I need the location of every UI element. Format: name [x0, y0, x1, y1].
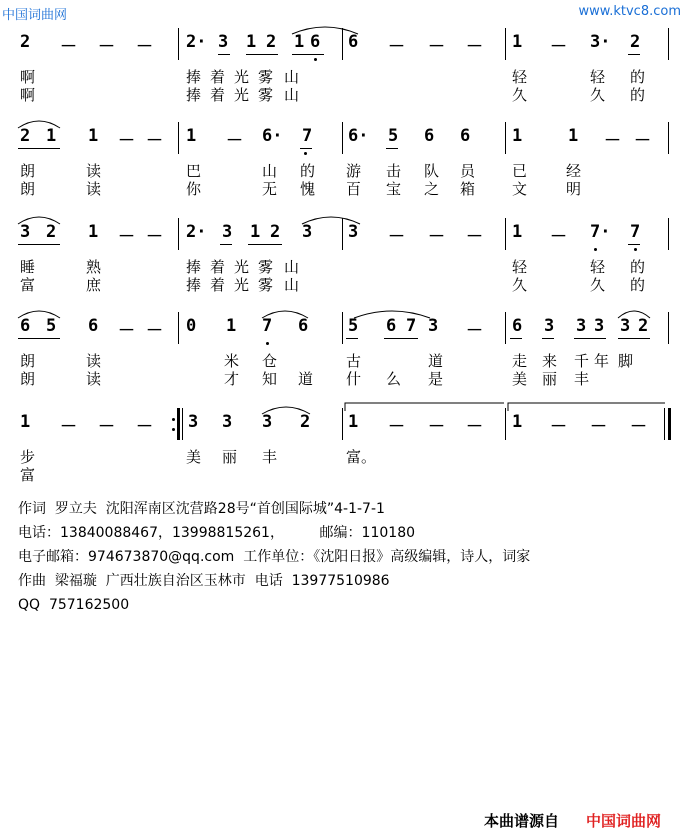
lyric: 年 [594, 352, 610, 370]
volta-bracket-1 [344, 402, 506, 412]
barline [505, 408, 506, 440]
note: － [466, 37, 483, 57]
octave-dot [266, 342, 269, 345]
lyric: 明 [566, 180, 582, 198]
lyric: 着 [210, 258, 226, 276]
lyric: 熟 [86, 258, 102, 276]
barline [505, 28, 506, 60]
lyric: 读 [86, 162, 102, 180]
lyric: 箱 [460, 180, 476, 198]
note: 3· [590, 32, 611, 52]
note: 6 [298, 316, 309, 336]
lyric: 走 [512, 352, 528, 370]
barline [505, 122, 506, 154]
lyric: 朗 [20, 162, 36, 180]
barline [182, 408, 183, 440]
lyric: 文 [512, 180, 528, 198]
note: － [60, 417, 77, 437]
lyric: 丽 [542, 370, 558, 388]
underline [18, 338, 60, 339]
note: 3 [302, 222, 313, 242]
note: － [146, 321, 163, 341]
note: 6 [310, 32, 321, 52]
note: 3 [20, 222, 31, 242]
source-site-link[interactable]: 中国词曲网 [586, 812, 662, 830]
lyric: 山 [284, 276, 300, 294]
note: 3 [348, 222, 359, 242]
credits-footer [18, 497, 530, 617]
note: 0 [186, 316, 197, 336]
note: 7 [406, 316, 417, 336]
slur [16, 212, 62, 226]
lyric: 击 [386, 162, 402, 180]
note: 1 [348, 412, 359, 432]
lyric: 久 [590, 276, 606, 294]
underline [300, 148, 312, 149]
note: 2· [186, 222, 207, 242]
note: － [388, 417, 405, 437]
lyric: 米 [224, 352, 240, 370]
lyric: 队 [424, 162, 440, 180]
lyric: 捧 [186, 86, 202, 104]
repeat-dot [172, 428, 175, 431]
lyric: 山 [284, 258, 300, 276]
qq-line: QQ 757162500 [18, 597, 130, 613]
lyric: 巴 [186, 162, 202, 180]
note: 1 [88, 126, 99, 146]
note: － [550, 227, 567, 247]
note: 3 [218, 32, 229, 52]
note: 5 [348, 316, 359, 336]
note: 3 [262, 412, 273, 432]
lyric: 读 [86, 370, 102, 388]
note: － [136, 417, 153, 437]
note: － [388, 227, 405, 247]
lyric: 才 [224, 370, 240, 388]
lyric: 睡 [20, 258, 36, 276]
repeat-barline [177, 408, 180, 440]
note: － [60, 37, 77, 57]
lyric: 美 [512, 370, 528, 388]
note: 2 [638, 316, 649, 336]
note: 3 [222, 412, 233, 432]
slur [16, 306, 62, 320]
note: 6 [88, 316, 99, 336]
note: 2 [266, 32, 277, 52]
note: － [630, 417, 647, 437]
lyric: 着 [210, 86, 226, 104]
lyric: 庶 [86, 276, 102, 294]
lyric: 已 [512, 162, 528, 180]
underline [18, 148, 60, 149]
note: 1 [250, 222, 261, 242]
barline [342, 312, 343, 344]
underline [246, 54, 278, 55]
note: － [146, 227, 163, 247]
barline [342, 408, 343, 440]
lyric: 久 [512, 86, 528, 104]
lyric: 轻 [512, 68, 528, 86]
lyric: 着 [210, 68, 226, 86]
octave-dot [314, 58, 317, 61]
note: 7 [262, 316, 273, 336]
repeat-dot [172, 418, 175, 421]
source-label: 本曲谱源自 [484, 812, 560, 830]
note: － [604, 131, 621, 151]
underline [248, 244, 282, 245]
barline [342, 28, 343, 60]
underline [628, 244, 640, 245]
lyric: 的 [630, 276, 646, 294]
volta-bracket-2 [507, 402, 667, 412]
lyric: 美 [186, 448, 202, 466]
barline [178, 312, 179, 344]
note: 6 [20, 316, 31, 336]
note: 6· [348, 126, 369, 146]
lyric: 员 [460, 162, 476, 180]
underline [384, 338, 418, 339]
watermark-left: 中国词曲网 [2, 8, 68, 23]
note: － [118, 131, 135, 151]
lyric: 捧 [186, 276, 202, 294]
note: 5 [46, 316, 57, 336]
lyric: 脚 [618, 352, 634, 370]
lyric: 道 [428, 352, 444, 370]
note: 3 [576, 316, 587, 336]
phone-line: 电话：13840088467，13998815261， 邮编：110180 [18, 525, 416, 541]
barline [342, 122, 343, 154]
barline [668, 122, 669, 154]
note: 1 [512, 412, 523, 432]
note: － [634, 131, 651, 151]
note: － [428, 417, 445, 437]
note: 3 [222, 222, 233, 242]
note: － [466, 417, 483, 437]
lyric: 无 [262, 180, 278, 198]
lyric: 光 [234, 276, 250, 294]
note: 7 [302, 126, 313, 146]
note: 1 [512, 222, 523, 242]
lyric: 光 [234, 258, 250, 276]
note: 6 [460, 126, 471, 146]
note: 3 [188, 412, 199, 432]
note: 6 [424, 126, 435, 146]
lyric: 山 [284, 68, 300, 86]
note: 2· [186, 32, 207, 52]
lyric: 雾 [258, 258, 274, 276]
note: 6· [262, 126, 283, 146]
barline [178, 122, 179, 154]
note: 1 [512, 126, 523, 146]
octave-dot [304, 152, 307, 155]
note: 1 [88, 222, 99, 242]
underline [386, 148, 398, 149]
note: － [136, 37, 153, 57]
lyric: 的 [630, 258, 646, 276]
lyric: 游 [346, 162, 362, 180]
note: 6 [512, 316, 523, 336]
final-barline [668, 408, 671, 440]
lyric: 山 [284, 86, 300, 104]
lyric: 富 [20, 276, 36, 294]
lyric: 宝 [386, 180, 402, 198]
lyric: 经 [566, 162, 582, 180]
lyric: 雾 [258, 276, 274, 294]
lyric: 光 [234, 68, 250, 86]
note: － [466, 227, 483, 247]
note: 1 [46, 126, 57, 146]
lyric: 轻 [512, 258, 528, 276]
underline [628, 54, 640, 55]
lyric: 古 [346, 352, 362, 370]
slur [616, 306, 652, 320]
note: 3 [544, 316, 555, 336]
lyric: 么 [386, 370, 402, 388]
lyric: 千 [574, 352, 590, 370]
note: － [118, 321, 135, 341]
note: － [226, 131, 243, 151]
lyric: 啊 [20, 68, 36, 86]
lyric: 久 [512, 276, 528, 294]
note: 2 [20, 126, 31, 146]
note: － [118, 227, 135, 247]
note: 3 [594, 316, 605, 336]
barline [505, 312, 506, 344]
underline [574, 338, 606, 339]
underline [292, 54, 324, 55]
lyric: 丰 [574, 370, 590, 388]
underline [542, 338, 554, 339]
underline [618, 338, 650, 339]
note: － [98, 37, 115, 57]
lyric: 百 [346, 180, 362, 198]
note: 6 [386, 316, 397, 336]
underline [346, 338, 358, 339]
barline [668, 312, 669, 344]
note: 2 [630, 32, 641, 52]
lyric: 捧 [186, 68, 202, 86]
barline [178, 218, 179, 250]
lyric: 步 [20, 448, 36, 466]
lyric: 着 [210, 276, 226, 294]
lyric: 啊 [20, 86, 36, 104]
note: － [590, 417, 607, 437]
lyric: 愧 [300, 180, 316, 198]
note: 7· [590, 222, 611, 242]
lyric: 的 [300, 162, 316, 180]
note: 1 [294, 32, 305, 52]
lyric: 朗 [20, 180, 36, 198]
octave-dot [634, 248, 637, 251]
underline [218, 54, 230, 55]
lyric: 读 [86, 180, 102, 198]
note: － [428, 227, 445, 247]
barline [668, 218, 669, 250]
note: － [146, 131, 163, 151]
note: 1 [512, 32, 523, 52]
lyric: 富。 [346, 448, 377, 466]
lyric: 轻 [590, 258, 606, 276]
lyric: 读 [86, 352, 102, 370]
note: 1 [226, 316, 237, 336]
lyric: 之 [424, 180, 440, 198]
note: － [466, 321, 483, 341]
octave-dot [594, 248, 597, 251]
barline [505, 218, 506, 250]
note: 1 [20, 412, 31, 432]
lyric: 光 [234, 86, 250, 104]
note: － [550, 417, 567, 437]
lyric: 朗 [20, 370, 36, 388]
note: － [550, 37, 567, 57]
note: 3 [620, 316, 631, 336]
note: 5 [388, 126, 399, 146]
lyric: 是 [428, 370, 444, 388]
slur [260, 306, 310, 320]
lyric: 雾 [258, 86, 274, 104]
lyric: 仓 [262, 352, 278, 370]
note: 3 [428, 316, 439, 336]
lyric: 什 [346, 370, 362, 388]
barline [668, 28, 669, 60]
barline [664, 408, 665, 440]
note: 1 [246, 32, 257, 52]
lyric: 富 [20, 466, 36, 484]
note: 2 [20, 32, 31, 52]
lyric: 知 [262, 370, 278, 388]
lyric: 丰 [262, 448, 278, 466]
note: － [428, 37, 445, 57]
note: 2 [46, 222, 57, 242]
lyric: 捧 [186, 258, 202, 276]
lyric: 道 [298, 370, 314, 388]
lyric: 来 [542, 352, 558, 370]
slur [260, 402, 312, 416]
underline [18, 244, 60, 245]
slur [16, 116, 62, 130]
note: － [388, 37, 405, 57]
watermark-right: www.ktvc8.com [578, 4, 681, 19]
note: 2 [270, 222, 281, 242]
barline [178, 28, 179, 60]
note: 1 [568, 126, 579, 146]
note: 6 [348, 32, 359, 52]
underline [510, 338, 522, 339]
composer-line: 作曲 梁福璇 广西壮族自治区玉林市 电话 13977510986 [18, 573, 390, 589]
lyricist-line: 作词 罗立夫 沈阳浑南区沈营路28号“首创国际城”4-1-7-1 [18, 501, 385, 517]
lyric: 的 [630, 68, 646, 86]
email-line: 电子邮箱：974673870@qq.com 工作单位：《沈阳日报》高级编辑，诗人，词家 [18, 549, 531, 565]
note: 1 [186, 126, 197, 146]
lyric: 雾 [258, 68, 274, 86]
lyric: 丽 [222, 448, 238, 466]
lyric: 的 [630, 86, 646, 104]
note: 7 [630, 222, 641, 242]
lyric: 你 [186, 180, 202, 198]
note: 2 [300, 412, 311, 432]
underline [220, 244, 232, 245]
lyric: 朗 [20, 352, 36, 370]
lyric: 久 [590, 86, 606, 104]
lyric: 轻 [590, 68, 606, 86]
slur [352, 306, 432, 320]
lyric: 山 [262, 162, 278, 180]
barline [342, 218, 343, 250]
note: － [98, 417, 115, 437]
